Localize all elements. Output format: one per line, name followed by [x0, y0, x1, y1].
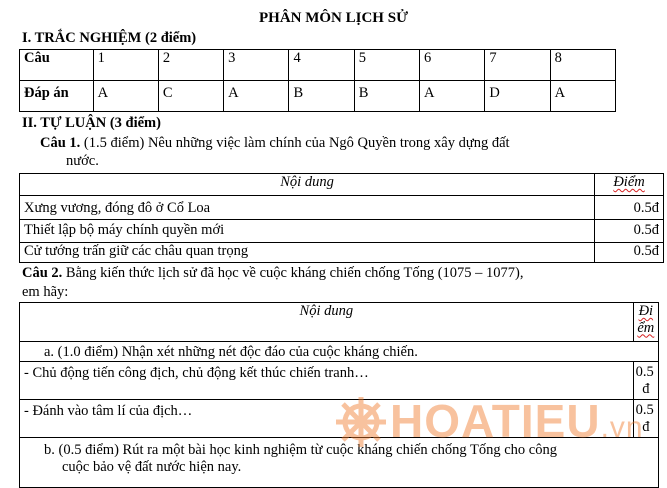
- answer-value: B: [289, 81, 354, 112]
- question2-table: [19, 302, 659, 488]
- q2-part-a: a. (1.0 điểm) Nhận xét những nét độc đáo của cuộc kháng chiến.: [20, 342, 659, 362]
- answer-value: D: [485, 81, 550, 112]
- question-number: 2: [158, 50, 223, 81]
- row-label-question: Câu: [20, 50, 94, 81]
- question-number: 4: [289, 50, 354, 81]
- question2-prompt: [22, 265, 662, 282]
- table-row: [20, 400, 659, 438]
- q2-row-score-l1: 0.5: [635, 364, 654, 380]
- question-number: 8: [550, 50, 615, 81]
- question-number: 7: [485, 50, 550, 81]
- table-row: [20, 362, 659, 400]
- q1-row-score: 0.5đ: [595, 243, 664, 263]
- q1-row-score: 0.5đ: [595, 196, 664, 220]
- table-row: [20, 220, 664, 243]
- q2-col-content: Nội dung: [20, 303, 634, 342]
- q2-row-score: [633, 400, 658, 438]
- question1-label: Câu 1.: [40, 135, 81, 151]
- watermark-suffix: .vn: [600, 411, 644, 444]
- q2-col-score: [633, 303, 658, 342]
- table-row: [20, 243, 664, 263]
- q1-row-content: Cử tướng trấn giữ các châu quan trọng: [20, 243, 595, 263]
- q2-part-b: [20, 438, 659, 488]
- answer-value: C: [158, 81, 223, 112]
- q1-col-score-label: Điểm: [613, 174, 645, 190]
- q1-col-score: [595, 174, 664, 196]
- answer-table-question-row: [20, 50, 616, 81]
- watermark-brand: HOATIEU: [390, 395, 601, 447]
- answer-value: A: [224, 81, 289, 112]
- question1-text: (1.5 điểm) Nêu những việc làm chính của Ngô Quyền trong xây dựng đất: [80, 135, 510, 151]
- answer-value: A: [420, 81, 485, 112]
- q2-col-score-l1: Đi: [638, 303, 654, 319]
- q2-part-b-line2: cuộc bảo vệ đất nước hiện nay.: [62, 458, 242, 475]
- q1-row-content: Thiết lập bộ máy chính quyền mới: [20, 220, 595, 243]
- q1-col-content: Nội dung: [20, 174, 595, 196]
- q2-row-score: [633, 362, 658, 400]
- answer-table: [19, 49, 616, 112]
- page-title: PHÂN MÔN LỊCH SỬ: [258, 10, 409, 26]
- question1-text-cont: nước.: [66, 153, 99, 169]
- question2-text: Bằng kiến thức lịch sử đã học về cuộc kháng chiến chống Tống (1075 – 1077),: [62, 265, 524, 281]
- question-number: 5: [354, 50, 419, 81]
- section1-heading: I. TRẮC NGHIỆM (2 điểm): [22, 30, 197, 46]
- question-number: 3: [224, 50, 289, 81]
- answer-value: A: [550, 81, 615, 112]
- q2-part-b-line1: b. (0.5 điểm) Rút ra một bài học kinh nghiệm từ cuộc kháng chiến chống Tống cho công: [44, 442, 557, 458]
- question1-prompt: [40, 135, 640, 152]
- q2-col-score-l2: ểm: [637, 319, 655, 336]
- row-label-answer: Đáp án: [20, 81, 94, 112]
- answer-value: A: [93, 81, 158, 112]
- question-number: 1: [93, 50, 158, 81]
- question2-text-cont: em hãy:: [22, 284, 69, 300]
- q1-row-content: Xưng vương, đóng đô ở Cổ Loa: [20, 196, 595, 220]
- answer-table-answer-row: [20, 81, 616, 112]
- question2-label: Câu 2.: [22, 265, 63, 281]
- question-number: 6: [420, 50, 485, 81]
- q2-row-content: - Chủ động tiến công địch, chủ động kết thúc chiến tranh…: [20, 362, 634, 400]
- table-row: [20, 196, 664, 220]
- q1-row-score: 0.5đ: [595, 220, 664, 243]
- answer-value: B: [354, 81, 419, 112]
- q2-row-score-l1: 0.5: [635, 402, 654, 418]
- q2-row-score-l2: đ: [642, 380, 650, 397]
- section2-heading: II. TỰ LUẬN (3 điểm): [22, 115, 161, 131]
- question1-table: [19, 173, 664, 263]
- q2-row-score-l2: đ: [642, 418, 650, 435]
- q2-row-content: - Đánh vào tâm lí của địch…: [20, 400, 634, 438]
